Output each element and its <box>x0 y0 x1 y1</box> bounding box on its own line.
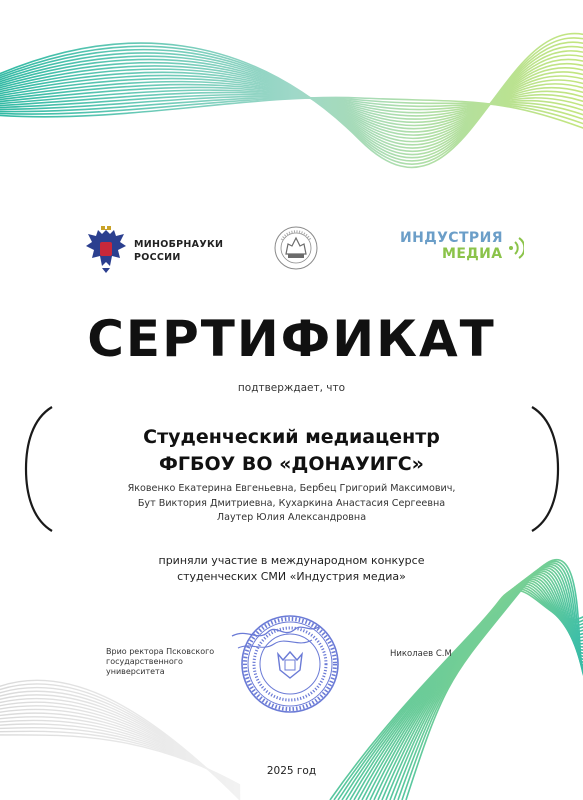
ministry-name-line2: РОССИИ <box>134 252 181 263</box>
certificate-title: СЕРТИФИКАТ <box>87 310 496 368</box>
members-line: Бут Виктория Дмитриевна, Кухаркина Анастасия Сергеевна <box>137 497 446 509</box>
logos-row <box>0 222 583 282</box>
contest-text-line2: студенческих СМИ «Индустрия медиа» <box>177 570 406 583</box>
wave-line <box>0 702 240 794</box>
contest-participation-text <box>60 553 523 585</box>
ministry-logo <box>84 222 244 276</box>
members-line: Лаутер Юлия Александровна <box>216 512 367 523</box>
industry-media-logo <box>400 230 530 270</box>
members-line: Яковенко Екатерина Евгеньевна, Бербец Григорий Максимович, <box>127 483 456 494</box>
wave-line <box>0 724 240 788</box>
industry-media-logo-line1: ИНДУСТРИЯ <box>400 230 503 246</box>
left-bracket <box>22 405 56 533</box>
wave-line <box>0 731 240 786</box>
official-seal-stamp <box>228 608 348 718</box>
signer-position <box>106 647 246 677</box>
industry-media-logo-line2: МЕДИА <box>442 246 503 262</box>
signer-position-line1: Врио ректора Псковского <box>106 647 215 656</box>
ministry-name-line1: МИНОБРНАУКИ <box>134 239 224 250</box>
recipient-organization <box>60 424 523 478</box>
broadcast-waves-icon <box>508 236 524 260</box>
signer-position-line3: университета <box>106 667 165 676</box>
double-headed-eagle-icon <box>84 224 128 274</box>
pskov-university-emblem-icon <box>272 224 320 272</box>
certificate-subtitle: подтверждает, что <box>237 382 346 394</box>
signer-position-line2: государственного <box>106 657 183 666</box>
organization-name-line2: ФГБОУ ВО «ДОНАУИГС» <box>159 453 424 475</box>
organization-name-line1: Студенческий медиацентр <box>143 426 440 448</box>
right-bracket <box>528 405 562 533</box>
wave-line <box>0 728 240 787</box>
certificate-year: 2025 год <box>266 765 317 777</box>
wave-line <box>0 735 240 785</box>
contest-text-line1: приняли участие в международном конкурсе <box>158 554 425 567</box>
recipient-members <box>70 482 513 526</box>
signer-name: Николаев С.М <box>390 649 452 659</box>
